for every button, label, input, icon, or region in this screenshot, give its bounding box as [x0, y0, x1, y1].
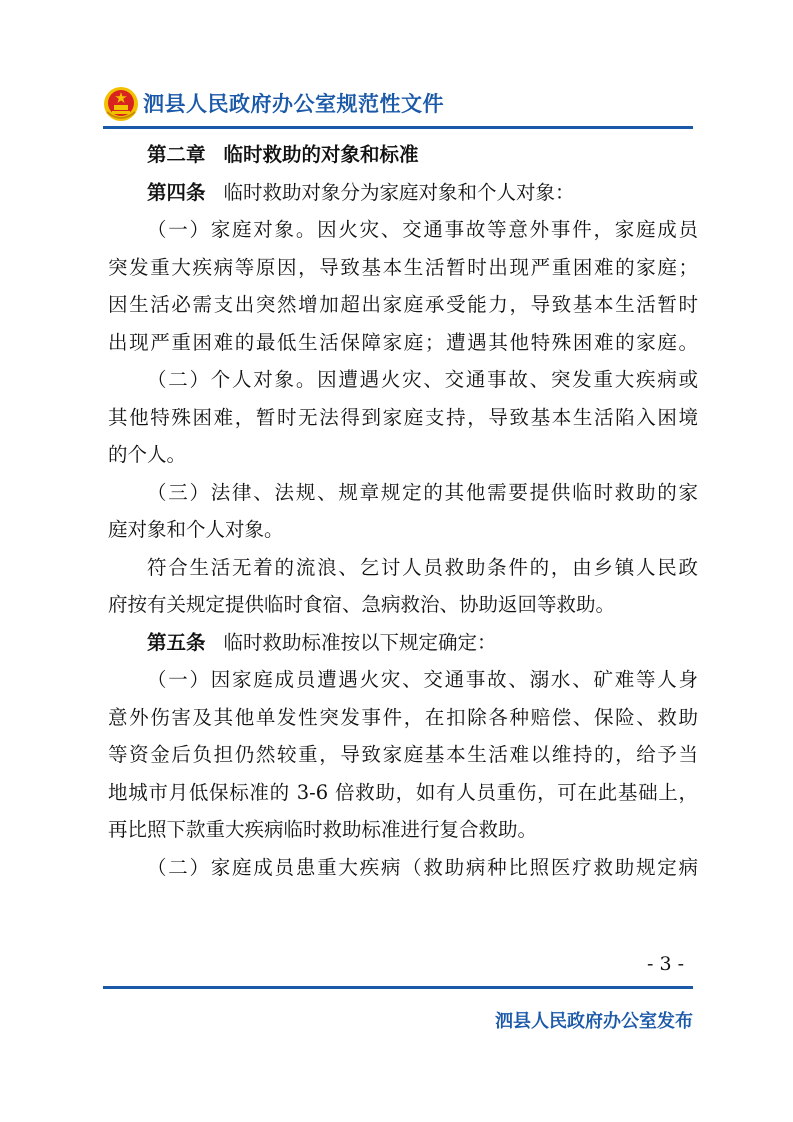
- header-rule: [103, 126, 693, 129]
- paragraph-line: 意外伤害及其他单发性突发事件，在扣除各种赔偿、保险、救助: [108, 705, 698, 729]
- page-number: - 3 -: [647, 953, 685, 975]
- article-5-heading: [108, 624, 698, 662]
- article-4-text: 临时救助对象分为家庭对象和个人对象：: [223, 180, 575, 204]
- footer-publisher: 泗县人民政府办公室发布: [495, 1011, 693, 1032]
- article-4-heading: [108, 174, 698, 212]
- paragraph-line: 符合生活无着的流浪、乞讨人员救助条件的，由乡镇人民政: [147, 555, 698, 579]
- paragraph-line: 地城市月低保标准的 3-6 倍救助，如有人员重伤，可在此基础上，: [108, 780, 698, 804]
- document-body: [108, 136, 698, 886]
- article-5-text: 临时救助标准按以下规定确定：: [223, 630, 497, 654]
- paragraph-line: 因生活必需支出突然增加超出家庭承受能力，导致基本生活暂时: [108, 293, 698, 316]
- paragraph-line: （二）个人对象。因遭遇火灾、交通事故、突发重大疾病或: [147, 368, 698, 391]
- article-5-label: 第五条: [147, 630, 206, 654]
- footer-rule: [103, 986, 693, 989]
- chapter-title: 临时救助的对象和标准: [223, 143, 419, 166]
- paragraph-line: 庭对象和个人对象。: [108, 518, 284, 541]
- paragraph-line: （三）法律、法规、规章规定的其他需要提供临时救助的家: [147, 480, 698, 504]
- paragraph-line: （一）家庭对象。因火灾、交通事故等意外事件，家庭成员: [147, 218, 698, 241]
- paragraph-line: （二）家庭成员患重大疾病（救助病种比照医疗救助规定病: [147, 855, 698, 879]
- document-header: [103, 82, 693, 128]
- paragraph-line: 府按有关规定提供临时食宿、急病救治、协助返回等救助。: [108, 593, 616, 616]
- national-emblem-icon: [103, 86, 139, 122]
- paragraph-line: 的个人。: [108, 443, 187, 466]
- chapter-heading: [108, 136, 698, 174]
- paragraph-line: 再比照下款重大疾病临时救助标准进行复合救助。: [108, 818, 538, 841]
- paragraph-line: （一）因家庭成员遭遇火灾、交通事故、溺水、矿难等人身: [147, 668, 698, 691]
- article-4-label: 第四条: [147, 180, 206, 204]
- paragraph-line: 出现严重困难的最低生活保障家庭；遭遇其他特殊困难的家庭。: [108, 330, 698, 354]
- header-title: 泗县人民政府办公室规范性文件: [143, 92, 444, 116]
- paragraph-line: 其他特殊困难，暂时无法得到家庭支持，导致基本生活陷入困境: [108, 405, 698, 429]
- chapter-number: 第二章: [147, 143, 206, 166]
- paragraph-line: 突发重大疾病等原因，导致基本生活暂时出现严重困难的家庭；: [108, 255, 698, 279]
- paragraph-line: 等资金后负担仍然较重，导致家庭基本生活难以维持的，给予当: [108, 743, 698, 766]
